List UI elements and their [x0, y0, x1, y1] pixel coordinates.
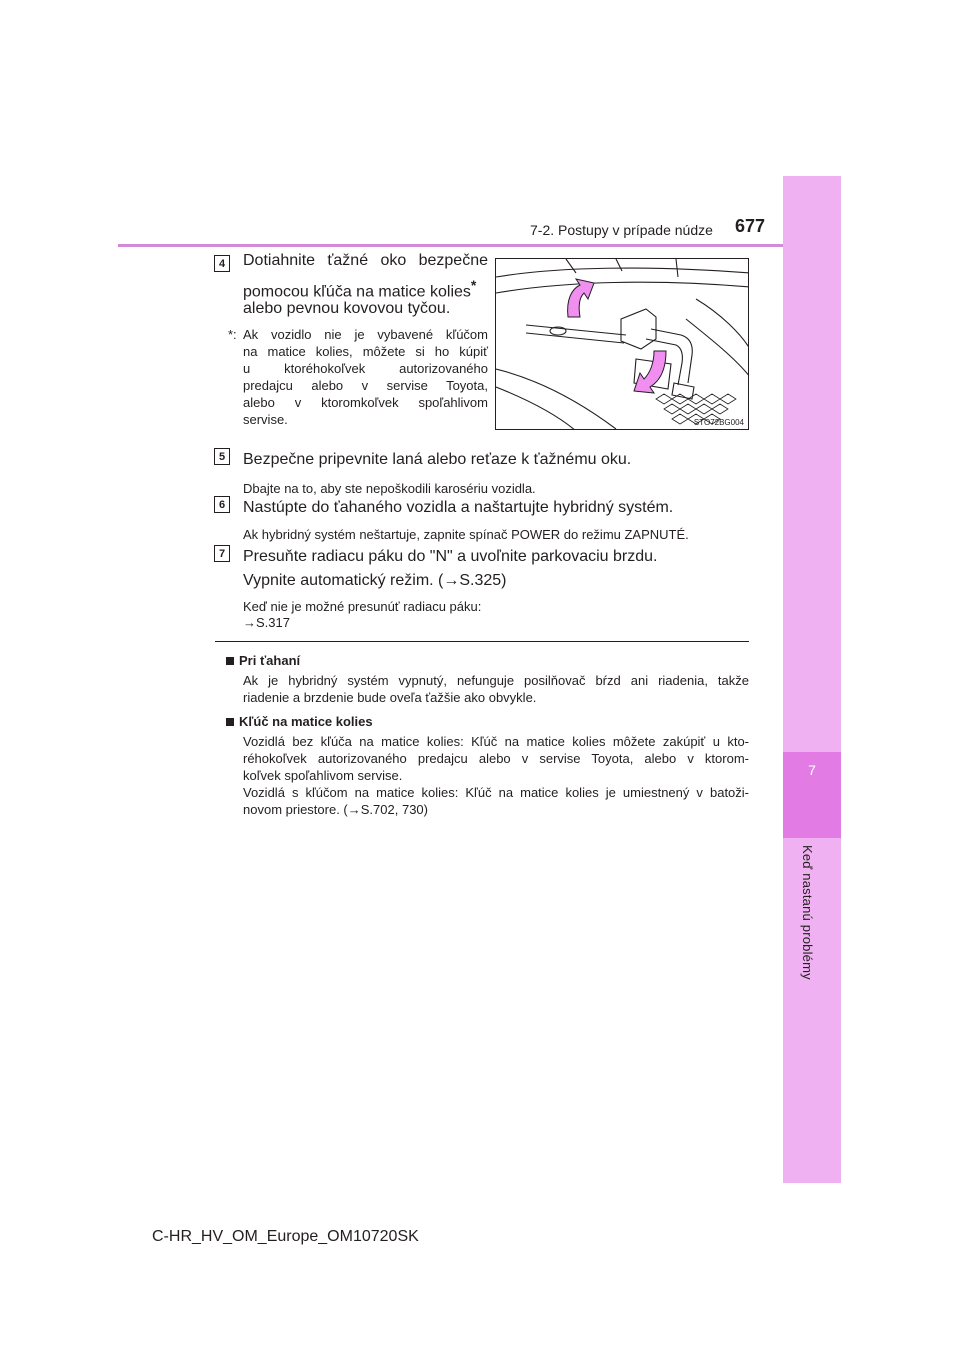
rotate-arrow-down [634, 351, 666, 393]
section-divider [215, 641, 749, 642]
note-body-towing: Ak je hybridný systém vypnutý, nefunguje posilňovač bŕzd ani riadenia, takže riadenie a brzdenie bude oveľa ťažšie ako obvykle. [243, 673, 749, 705]
step-4-footnote: Ak vozidlo nie je vybavené kľúčom na matice kolies, môžete si ho kúpiť u ktoréhokoľvek autorizovaného predajcu alebo v servise Toyota, alebo v ktoromkoľvek spoľahlivom servise. [243, 327, 488, 427]
step-5-sub: Dbajte na to, aby ste nepoškodili karosériu vozidla. [243, 481, 536, 496]
step-number-4: 4 [214, 255, 230, 272]
note-heading-towing: Pri ťahaní [226, 652, 300, 669]
bullet-square-icon [226, 657, 234, 665]
chapter-side-tab [783, 176, 841, 1183]
chapter-number: 7 [808, 762, 816, 778]
step-7-line-2: Vypnite automatický režim. (→S.325) [243, 572, 507, 589]
step-4-line-1: Dotiahnite ťažné oko bezpečne [243, 252, 488, 269]
step-number-6: 6 [214, 496, 230, 513]
tow-eye-wrench-drawing [496, 259, 749, 430]
header-rule [118, 244, 783, 247]
step-7-sub-line-1: Keď nie je možné presunúť radiacu páku: [243, 599, 482, 614]
figure-code: STO72BG004 [693, 418, 744, 427]
page-number: 677 [735, 216, 766, 236]
footnote-marker: *: [228, 327, 237, 342]
tow-eye-illustration [495, 258, 749, 430]
step-7-line-1: Presuňte radiacu páku do "N" a uvoľnite parkovaciu brzdu. [243, 548, 658, 565]
step-number-5: 5 [214, 448, 230, 465]
chapter-title: Keď nastanú problémy [800, 845, 815, 980]
step-7-sub-line-2: →S.317 [243, 615, 290, 630]
note-heading-wrench: Kľúč na matice kolies [226, 713, 373, 730]
step-number-7: 7 [214, 545, 230, 562]
document-footer-code: C-HR_HV_OM_Europe_OM10720SK [152, 1228, 419, 1245]
step-6-sub: Ak hybridný systém neštartuje, zapnite spínač POWER do režimu ZAPNUTÉ. [243, 527, 689, 542]
asterisk-marker: * [470, 277, 477, 293]
step-6-text: Nastúpte do ťahaného vozidla a naštartujte hybridný systém. [243, 499, 674, 516]
section-title: 7-2. Postupy v prípade núdze [530, 222, 713, 238]
bullet-square-icon [226, 718, 234, 726]
step-4-line-2: pomocou kľúča na matice kolies* [243, 277, 477, 301]
step-5-text: Bezpečne pripevnite laná alebo reťaze k ťažnému oku. [243, 451, 632, 468]
step-4-line-3: alebo pevnou kovovou tyčou. [243, 300, 451, 317]
note-body-wrench: Vozidlá bez kľúča na matice kolies: Kľúč na matice kolies môžete zakúpiť u kto- réhokoľvek autorizovaného predajcu alebo v servise Toyota, alebo v ktorom- koľvek spoľahlivom servise. Vozidlá s kľúčom na matice kolies: Kľúč na matice kolies je umiestnený v batoži- novom priestore. (→S.702, 730) [243, 734, 749, 817]
